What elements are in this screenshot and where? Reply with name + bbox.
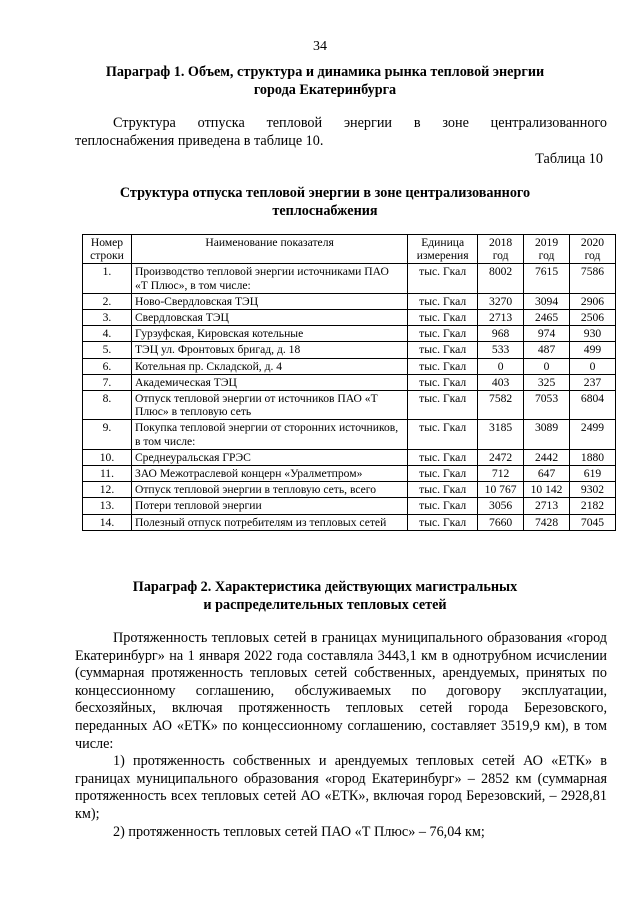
section2-title: [70, 578, 580, 614]
cell-name: Котельная пр. Складской, д. 4: [131, 358, 407, 374]
header-num: Номер строки: [83, 235, 132, 264]
cell-name: Отпуск тепловой энергии в тепловую сеть, всего: [131, 482, 407, 498]
cell-y2019: 7615: [524, 264, 570, 293]
cell-unit: тыс. Гкал: [408, 482, 478, 498]
cell-num: 8.: [83, 391, 132, 420]
section1-title: [70, 63, 580, 99]
cell-unit: тыс. Гкал: [408, 326, 478, 342]
cell-unit: тыс. Гкал: [408, 514, 478, 530]
cell-y2020: 930: [570, 326, 616, 342]
cell-unit: тыс. Гкал: [408, 264, 478, 293]
cell-num: 6.: [83, 358, 132, 374]
cell-y2019: 0: [524, 358, 570, 374]
cell-unit: тыс. Гкал: [408, 342, 478, 358]
section1-title-line2: города Екатеринбурга: [253, 82, 397, 98]
table-label: Таблица 10: [535, 151, 603, 167]
cell-y2018: 10 767: [478, 482, 524, 498]
section2-item1: 1) протяженность собственных и арендуемых тепловых сетей АО «ЕТК» в границах муниципального образования «город Екатеринбург» – 2852 км (суммарная протяженность всех тепловых сетей АО «ЕТК», включая город Березовский, – 2928,81 км);: [75, 753, 607, 822]
heat-supply-table: [82, 234, 616, 531]
cell-num: 4.: [83, 326, 132, 342]
cell-y2018: 403: [478, 374, 524, 390]
cell-name: Отпуск тепловой энергии от источников ПАО «Т Плюс» в тепловую сеть: [131, 391, 407, 420]
cell-y2019: 7428: [524, 514, 570, 530]
cell-y2019: 647: [524, 466, 570, 482]
section1-paragraph-line2: теплоснабжения приведена в таблице 10.: [75, 133, 324, 149]
cell-y2020: 237: [570, 374, 616, 390]
cell-y2019: 2465: [524, 310, 570, 326]
cell-y2018: 2472: [478, 449, 524, 465]
table-row: [83, 514, 616, 530]
cell-num: 7.: [83, 374, 132, 390]
cell-name: Производство тепловой энергии источниками ПАО «Т Плюс», в том числе:: [131, 264, 407, 293]
cell-y2020: 2182: [570, 498, 616, 514]
cell-y2020: 619: [570, 466, 616, 482]
cell-y2020: 1880: [570, 449, 616, 465]
cell-name: Среднеуральская ГРЭС: [131, 449, 407, 465]
cell-y2020: 9302: [570, 482, 616, 498]
cell-y2019: 487: [524, 342, 570, 358]
cell-unit: тыс. Гкал: [408, 358, 478, 374]
cell-unit: тыс. Гкал: [408, 374, 478, 390]
cell-num: 11.: [83, 466, 132, 482]
cell-y2018: 7582: [478, 391, 524, 420]
table-row: [83, 482, 616, 498]
cell-num: 3.: [83, 310, 132, 326]
table-row: [83, 466, 616, 482]
section1-title-line1: Параграф 1. Объем, структура и динамика рынка тепловой энергии: [105, 64, 545, 80]
cell-num: 2.: [83, 293, 132, 309]
cell-name: Полезный отпуск потребителям из тепловых сетей: [131, 514, 407, 530]
table-row: [83, 374, 616, 390]
table-row: [83, 293, 616, 309]
table-row: [83, 342, 616, 358]
cell-y2020: 499: [570, 342, 616, 358]
cell-num: 12.: [83, 482, 132, 498]
cell-y2018: 3185: [478, 420, 524, 449]
cell-unit: тыс. Гкал: [408, 310, 478, 326]
cell-y2018: 2713: [478, 310, 524, 326]
cell-y2018: 0: [478, 358, 524, 374]
cell-y2020: 2499: [570, 420, 616, 449]
table-title: [70, 184, 580, 220]
cell-y2019: 3089: [524, 420, 570, 449]
cell-name: Гурзуфская, Кировская котельные: [131, 326, 407, 342]
cell-y2018: 533: [478, 342, 524, 358]
cell-unit: тыс. Гкал: [408, 391, 478, 420]
header-2019: 2019 год: [524, 235, 570, 264]
cell-y2019: 3094: [524, 293, 570, 309]
table-title-line2: теплоснабжения: [272, 203, 378, 219]
header-2020: 2020 год: [570, 235, 616, 264]
cell-y2020: 6804: [570, 391, 616, 420]
cell-unit: тыс. Гкал: [408, 466, 478, 482]
cell-y2019: 2713: [524, 498, 570, 514]
header-unit: Единица измерения: [408, 235, 478, 264]
section2-title-line1: Параграф 2. Характеристика действующих магистральных: [132, 579, 518, 595]
section1-paragraph-line1: Структура отпуска тепловой энергии в зоне централизованного: [113, 115, 607, 131]
cell-y2018: 3270: [478, 293, 524, 309]
cell-y2018: 3056: [478, 498, 524, 514]
cell-y2018: 7660: [478, 514, 524, 530]
cell-unit: тыс. Гкал: [408, 449, 478, 465]
section2-paragraph: Протяженность тепловых сетей в границах муниципального образования «город Екатеринбург» на 1 января 2022 года составляла 3443,1 км в однотрубном исчислении (суммарная протяженность тепловых сетей собственных, арендуемых, принятых по концессионному соглашению, обслуживаемых по договору эксплуатации, бесхозяйных, включая протяженность тепловых сетей города Березовского, переданных АО «ЕТК» по концессионному соглашению, составляет 3519,9 км), в том числе:: [75, 630, 607, 752]
cell-y2018: 8002: [478, 264, 524, 293]
cell-name: Потери тепловой энергии: [131, 498, 407, 514]
cell-name: Ново-Свердловская ТЭЦ: [131, 293, 407, 309]
cell-num: 13.: [83, 498, 132, 514]
cell-y2019: 10 142: [524, 482, 570, 498]
cell-y2020: 7586: [570, 264, 616, 293]
table-row: [83, 264, 616, 293]
cell-y2019: 7053: [524, 391, 570, 420]
table-row: [83, 358, 616, 374]
cell-y2020: 7045: [570, 514, 616, 530]
table-row: [83, 498, 616, 514]
section2-title-line2: и распределительных тепловых сетей: [203, 597, 447, 613]
table-row: [83, 310, 616, 326]
header-name: Наименование показателя: [131, 235, 407, 264]
cell-name: Академическая ТЭЦ: [131, 374, 407, 390]
cell-unit: тыс. Гкал: [408, 498, 478, 514]
cell-num: 1.: [83, 264, 132, 293]
table-header-row: [83, 235, 616, 264]
cell-num: 9.: [83, 420, 132, 449]
page-number: 34: [313, 39, 327, 54]
cell-num: 14.: [83, 514, 132, 530]
cell-num: 10.: [83, 449, 132, 465]
cell-unit: тыс. Гкал: [408, 293, 478, 309]
table-row: [83, 420, 616, 449]
cell-y2018: 712: [478, 466, 524, 482]
section2-item2: 2) протяженность тепловых сетей ПАО «Т Плюс» – 76,04 км;: [113, 824, 485, 840]
cell-name: Покупка тепловой энергии от сторонних источников, в том числе:: [131, 420, 407, 449]
cell-y2020: 2506: [570, 310, 616, 326]
cell-name: ЗАО Межотраслевой концерн «Уралметпром»: [131, 466, 407, 482]
cell-num: 5.: [83, 342, 132, 358]
table-row: [83, 326, 616, 342]
cell-y2019: 325: [524, 374, 570, 390]
table-row: [83, 449, 616, 465]
cell-y2020: 0: [570, 358, 616, 374]
cell-name: Свердловская ТЭЦ: [131, 310, 407, 326]
cell-name: ТЭЦ ул. Фронтовых бригад, д. 18: [131, 342, 407, 358]
table-row: [83, 391, 616, 420]
cell-y2018: 968: [478, 326, 524, 342]
header-2018: 2018 год: [478, 235, 524, 264]
cell-unit: тыс. Гкал: [408, 420, 478, 449]
cell-y2019: 974: [524, 326, 570, 342]
cell-y2020: 2906: [570, 293, 616, 309]
table-title-line1: Структура отпуска тепловой энергии в зоне централизованного: [119, 185, 531, 201]
cell-y2019: 2442: [524, 449, 570, 465]
